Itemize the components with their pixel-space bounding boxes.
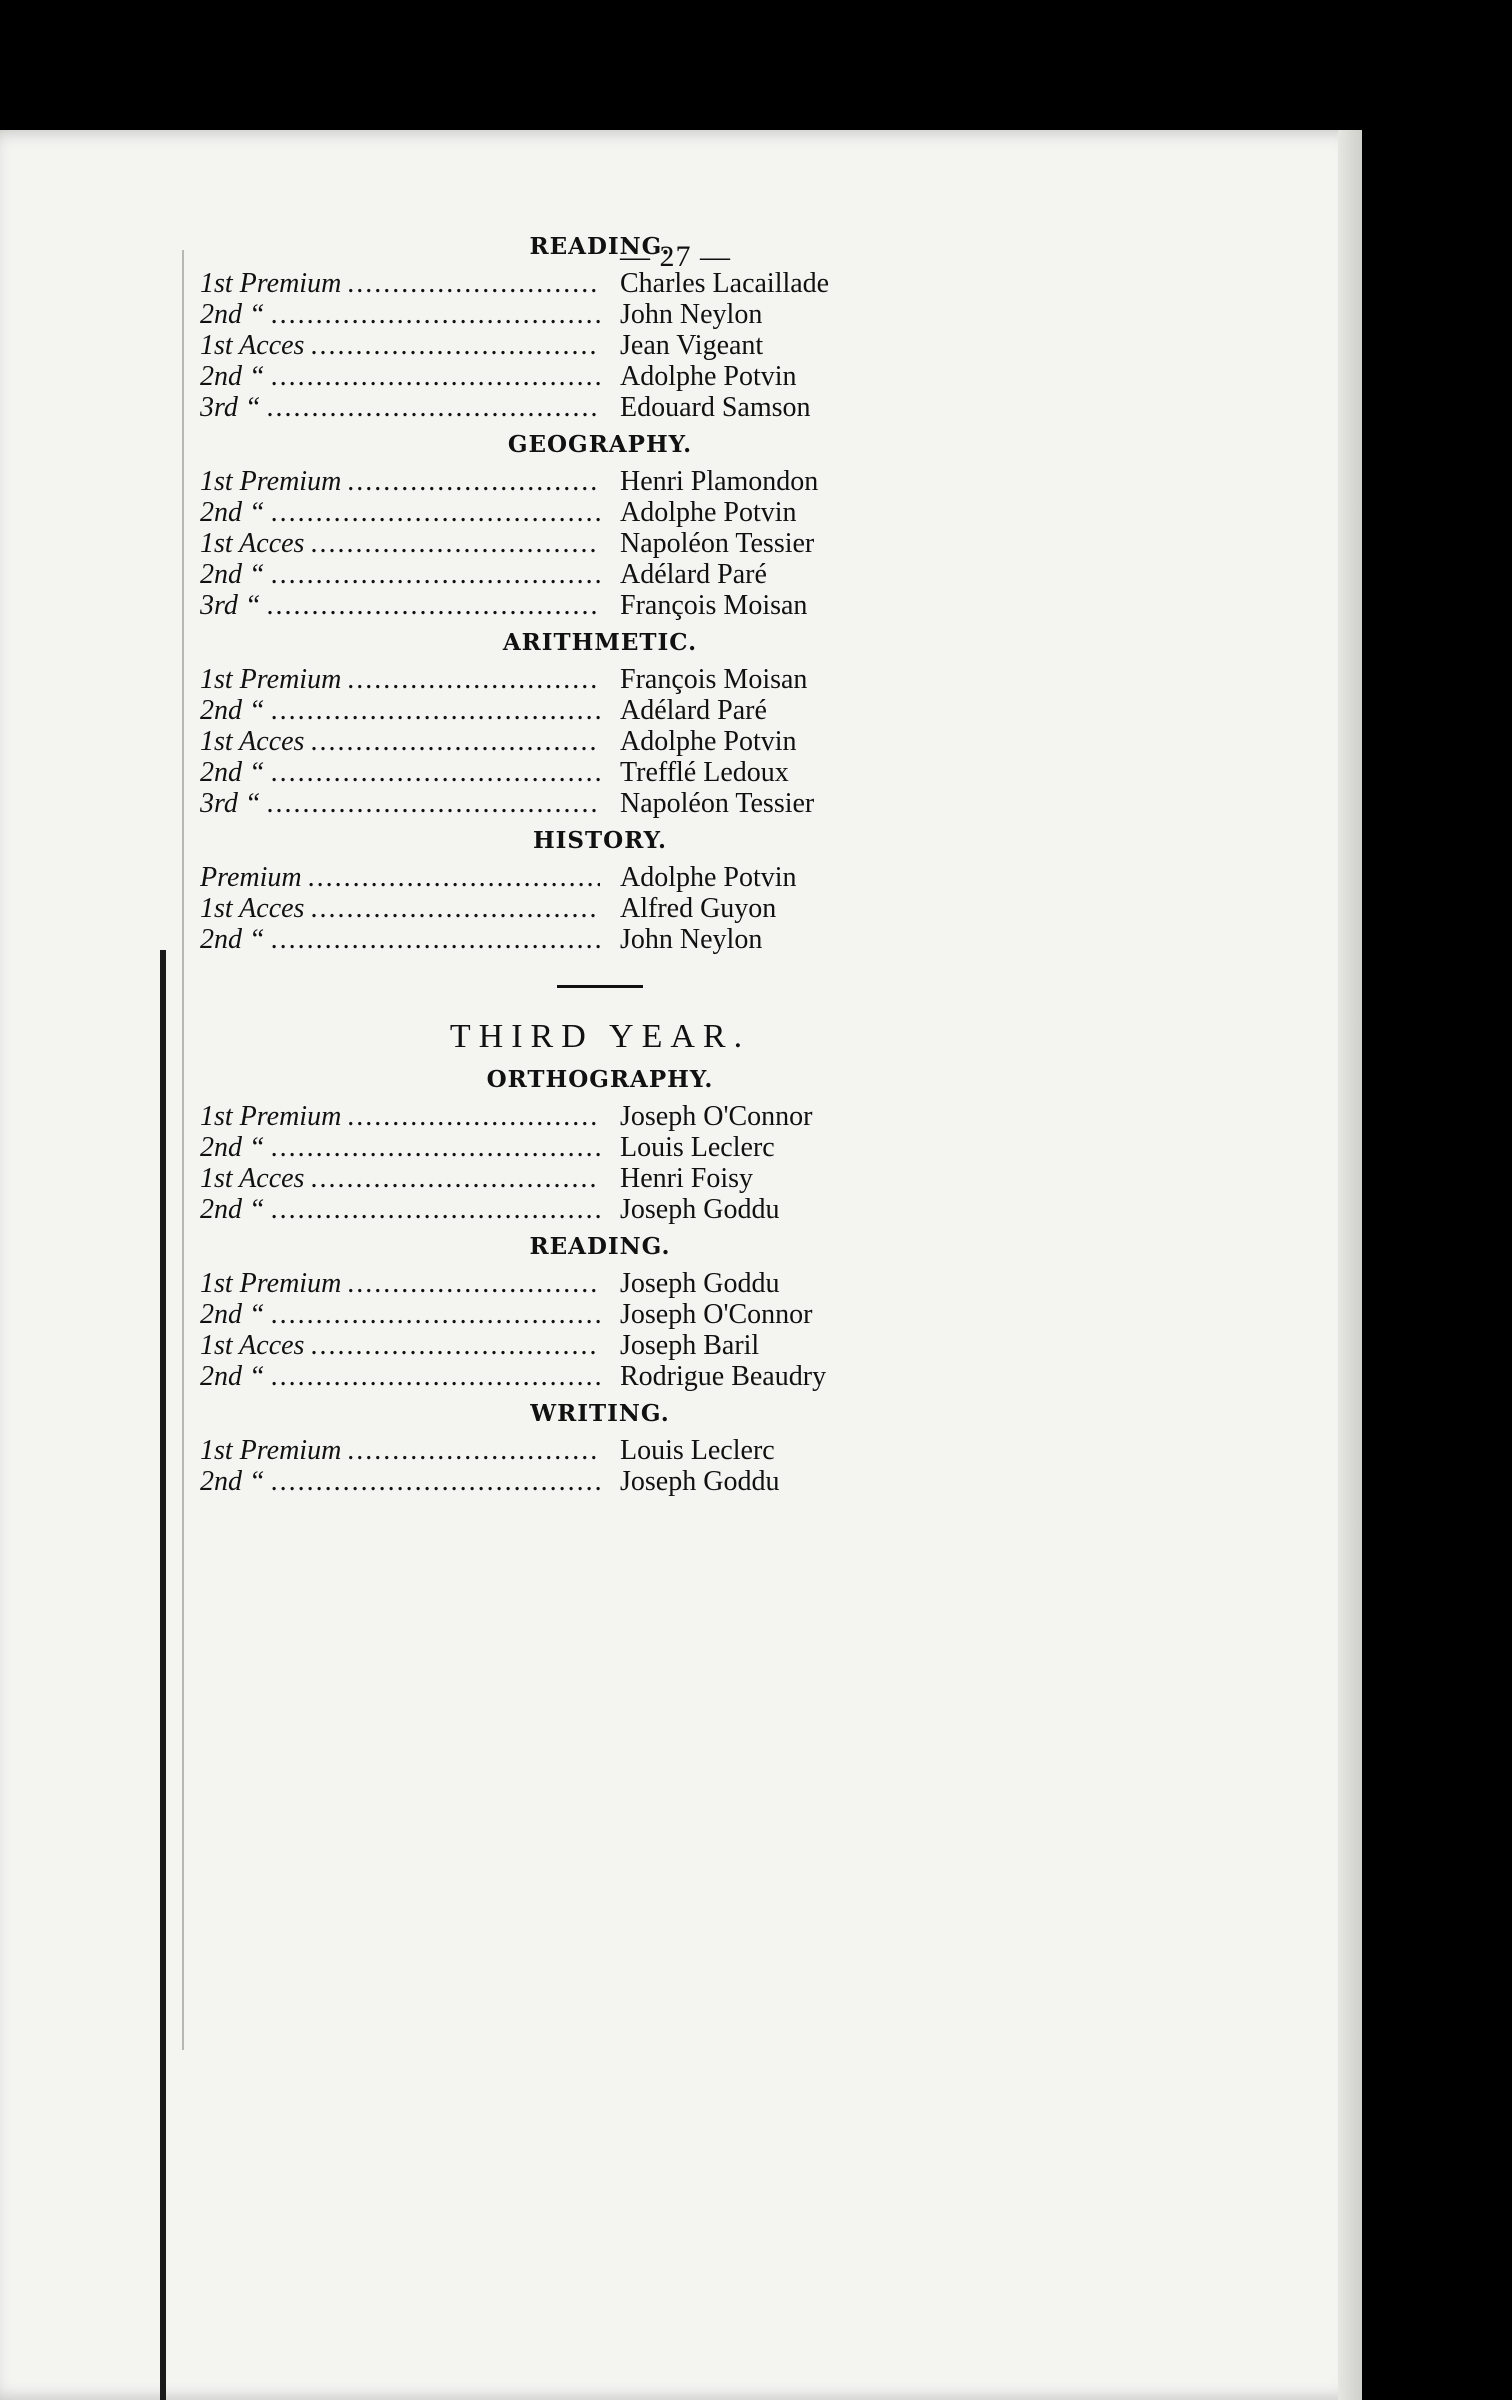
award-label: 2nd “ [200,559,265,590]
award-name [200,862,600,893]
award-name [200,1163,600,1194]
subject-section [200,629,1000,819]
dot-leader [310,1163,600,1194]
award-label: 1st Acces [200,528,305,559]
award-name [200,1466,600,1497]
page-number: — 27 — [620,240,731,273]
subject-heading: READING. [529,1233,671,1260]
award-label: 2nd “ [200,1194,265,1225]
dot-leader [271,757,600,788]
dot-leader [271,361,600,392]
page-edge [1338,130,1362,2400]
subject-heading: HISTORY. [532,827,668,854]
subject-section [200,431,1000,621]
award-label: 2nd “ [200,757,265,788]
award-label: 3rd “ [200,590,261,621]
dot-leader [271,695,600,726]
award-label: 2nd “ [200,1361,265,1392]
award-name [200,392,600,423]
award-label: 1st Premium [200,664,342,695]
winner-name: Joseph O'Connor [620,1101,813,1132]
dot-leader [310,330,600,361]
prize-entry [200,1361,1000,1392]
dot-leader [347,268,600,299]
award-name [200,528,600,559]
award-name [200,1101,600,1132]
prize-entry [200,1163,1000,1194]
award-name [200,1268,600,1299]
winner-name: Charles Lacaillade [620,268,830,299]
prize-entry [200,1435,1000,1466]
award-name [200,757,600,788]
dot-leader [271,1132,600,1163]
winner-name: Napoléon Tessier [620,528,815,559]
dot-leader [271,1361,600,1392]
dot-leader [347,466,600,497]
award-name [200,268,600,299]
award-label: 3rd “ [200,392,261,423]
winner-name: Adolphe Potvin [620,726,797,757]
prize-entry [200,924,1000,955]
award-label: 2nd “ [200,1299,265,1330]
prize-entry [200,268,1000,299]
dot-leader [271,559,600,590]
award-name [200,664,600,695]
dot-leader [310,726,600,757]
winner-name: Joseph Goddu [620,1466,780,1497]
prize-entry [200,528,1000,559]
award-name [200,299,600,330]
prize-entry [200,1299,1000,1330]
award-name [200,1194,600,1225]
prize-entry [200,559,1000,590]
dot-leader [308,862,600,893]
prize-entry [200,466,1000,497]
award-name [200,1299,600,1330]
prize-entry [200,1330,1000,1361]
dot-leader [271,1299,600,1330]
prize-entry [200,1132,1000,1163]
prize-entry [200,299,1000,330]
prize-entry [200,862,1000,893]
winner-name: Joseph Baril [620,1330,760,1361]
prize-entry [200,1101,1000,1132]
winner-name: Joseph Goddu [620,1268,780,1299]
award-name [200,330,600,361]
year-title: THIRD YEAR. [449,1018,751,1055]
prize-entry [200,361,1000,392]
prize-entry [200,497,1000,528]
award-label: Premium [200,862,302,893]
winner-name: François Moisan [620,664,808,695]
award-name [200,1132,600,1163]
award-label: 2nd “ [200,924,265,955]
subject-section [200,233,1000,423]
winner-name: Henri Foisy [620,1163,753,1194]
third-year-prize-list [200,1066,1000,1497]
award-label: 1st Premium [200,1101,342,1132]
subject-section [200,827,1000,955]
winner-name: Adélard Paré [620,695,767,726]
award-name [200,788,600,819]
award-name [200,726,600,757]
dot-leader [310,528,600,559]
prize-entry [200,1466,1000,1497]
prize-list [200,233,1000,955]
winner-name: Adélard Paré [620,559,767,590]
prize-entry [200,1268,1000,1299]
subject-heading: GEOGRAPHY. [507,431,693,458]
dot-leader [271,1194,600,1225]
dot-leader [271,924,600,955]
prize-entry [200,893,1000,924]
award-name [200,924,600,955]
prize-entry [200,590,1000,621]
award-name [200,695,600,726]
award-label: 1st Premium [200,268,342,299]
award-label: 1st Premium [200,466,342,497]
prize-entry [200,330,1000,361]
dot-leader [271,1466,600,1497]
prize-entry [200,664,1000,695]
award-label: 1st Acces [200,726,305,757]
prize-entry [200,695,1000,726]
award-label: 2nd “ [200,1132,265,1163]
dot-leader [266,590,600,621]
winner-name: John Neylon [620,299,763,330]
award-label: 1st Acces [200,1163,305,1194]
dot-leader [347,1101,600,1132]
subject-heading: ARITHMETIC. [502,629,698,656]
award-name [200,497,600,528]
dot-leader [266,788,600,819]
dot-leader [347,664,600,695]
award-name [200,1330,600,1361]
award-label: 1st Acces [200,330,305,361]
prize-entry [200,726,1000,757]
winner-name: Adolphe Potvin [620,497,797,528]
award-label: 1st Acces [200,1330,305,1361]
winner-name: Alfred Guyon [620,893,777,924]
award-label: 2nd “ [200,1466,265,1497]
dot-leader [271,497,600,528]
dot-leader [347,1435,600,1466]
award-name [200,893,600,924]
award-label: 1st Acces [200,893,305,924]
award-name [200,1361,600,1392]
award-label: 1st Premium [200,1268,342,1299]
dot-leader [310,893,600,924]
winner-name: Adolphe Potvin [620,361,797,392]
award-label: 2nd “ [200,361,265,392]
prize-entry [200,788,1000,819]
winner-name: Joseph O'Connor [620,1299,813,1330]
prize-entry [200,392,1000,423]
subject-heading: WRITING. [530,1400,670,1427]
winner-name: Edouard Samson [620,392,811,423]
winner-name: Henri Plamondon [620,466,819,497]
binding-shadow [182,250,184,2050]
dot-leader [271,299,600,330]
winner-name: Trefflé Ledoux [620,757,789,788]
dot-leader [266,392,600,423]
award-label: 2nd “ [200,497,265,528]
subject-section [200,1400,1000,1497]
award-name [200,361,600,392]
award-name [200,466,600,497]
dot-leader [347,1268,600,1299]
winner-name: Louis Leclerc [620,1435,775,1466]
award-label: 2nd “ [200,299,265,330]
page-content [200,225,1000,1497]
section-divider [557,985,643,988]
subject-section [200,1233,1000,1392]
winner-name: John Neylon [620,924,763,955]
prize-entry [200,1194,1000,1225]
winner-name: Rodrigue Beaudry [620,1361,827,1392]
winner-name: Joseph Goddu [620,1194,780,1225]
winner-name: Jean Vigeant [620,330,764,361]
award-name [200,590,600,621]
award-label: 2nd “ [200,695,265,726]
dot-leader [310,1330,600,1361]
winner-name: François Moisan [620,590,808,621]
award-name [200,1435,600,1466]
subject-heading: READING. [529,233,671,260]
winner-name: Napoléon Tessier [620,788,815,819]
award-label: 3rd “ [200,788,261,819]
winner-name: Adolphe Potvin [620,862,797,893]
award-label: 1st Premium [200,1435,342,1466]
award-name [200,559,600,590]
subject-section [200,1066,1000,1225]
prize-entry [200,757,1000,788]
subject-heading: ORTHOGRAPHY. [486,1066,714,1093]
binding-line [160,950,166,2400]
winner-name: Louis Leclerc [620,1132,775,1163]
